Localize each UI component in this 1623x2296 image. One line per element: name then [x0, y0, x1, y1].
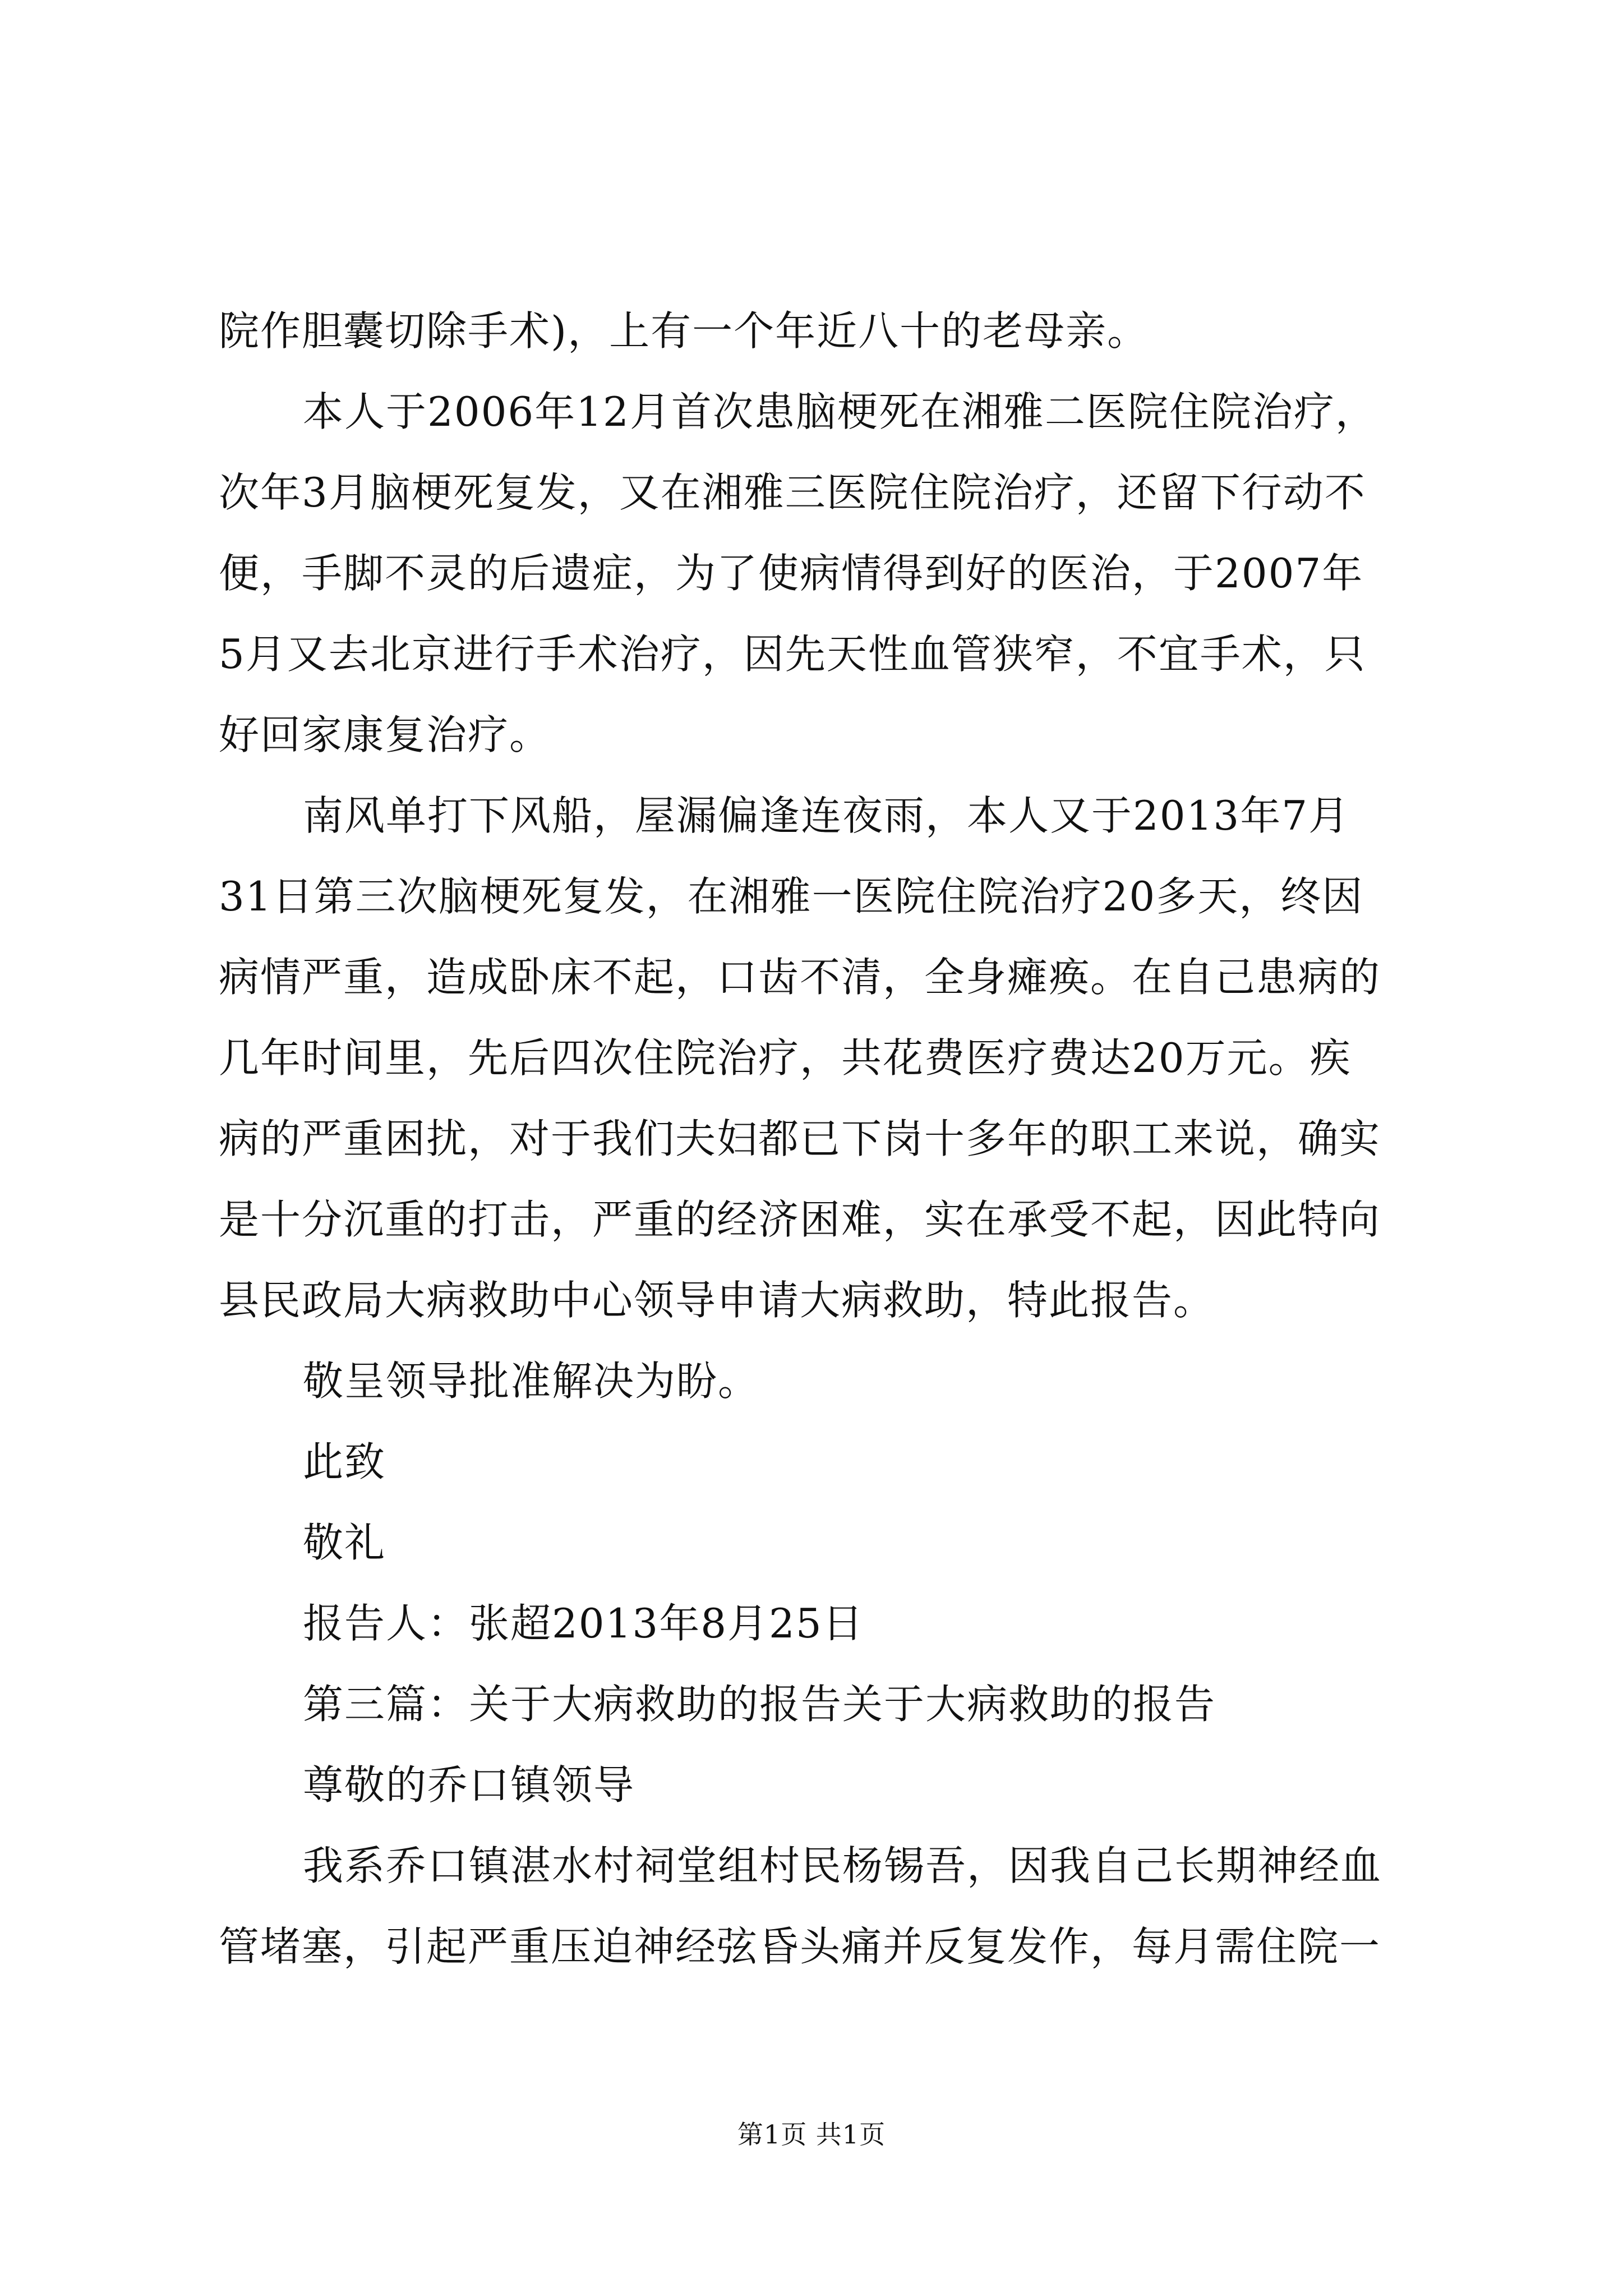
text-line: 是十分沉重的打击，严重的经济困难，实在承受不起，因此特向	[219, 1196, 1381, 1243]
text-line: 便，手脚不灵的后遗症，为了使病情得到好的医治，于2007年	[219, 550, 1364, 597]
closing-salutation: 此致	[303, 1438, 386, 1485]
text-line: 管堵塞，引起严重压迫神经弦昏头痛并反复发作，每月需住院一	[219, 1923, 1381, 1970]
paragraph-start-line: 南风单打下风船，屋漏偏逢连夜雨，本人又于2013年7月	[303, 792, 1350, 839]
text-line: 5月又去北京进行手术治疗，因先天性血管狭窄，不宜手术，只	[219, 631, 1366, 678]
greeting-line: 尊敬的乔口镇领导	[303, 1761, 635, 1809]
request-line: 敬呈领导批准解决为盼。	[303, 1358, 760, 1405]
text-line: 县民政局大病救助中心领导申请大病救助，特此报告。	[219, 1277, 1215, 1324]
closing-respect: 敬礼	[303, 1519, 386, 1566]
section-heading: 第三篇：关于大病救助的报告关于大病救助的报告	[303, 1681, 1216, 1728]
paragraph-start-line: 我系乔口镇湛水村祠堂组村民杨锡吾，因我自己长期神经血	[303, 1842, 1382, 1889]
text-line: 次年3月脑梗死复发，又在湘雅三医院住院治疗，还留下行动不	[219, 469, 1366, 516]
signature-line: 报告人：张超2013年8月25日	[303, 1600, 864, 1647]
document-body	[219, 291, 1430, 1987]
paragraph-start-line: 本人于2006年12月首次患脑梗死在湘雅二医院住院治疗，	[303, 388, 1377, 435]
text-line: 院作胆囊切除手术)，上有一个年近八十的老母亲。	[219, 307, 1149, 355]
text-line: 31日第三次脑梗死复发，在湘雅一医院住院治疗20多天，终因	[219, 873, 1364, 920]
text-line: 病的严重困扰，对于我们夫妇都已下岗十多年的职工来说，确实	[219, 1115, 1381, 1162]
text-line: 几年时间里，先后四次住院治疗，共花费医疗费达20万元。疾	[219, 1034, 1352, 1082]
text-line: 好回家康复治疗。	[219, 711, 551, 758]
text-line: 病情严重，造成卧床不起，口齿不清，全身瘫痪。在自己患病的	[219, 954, 1381, 1001]
page-number-footer: 第1页 共1页	[737, 2119, 886, 2150]
